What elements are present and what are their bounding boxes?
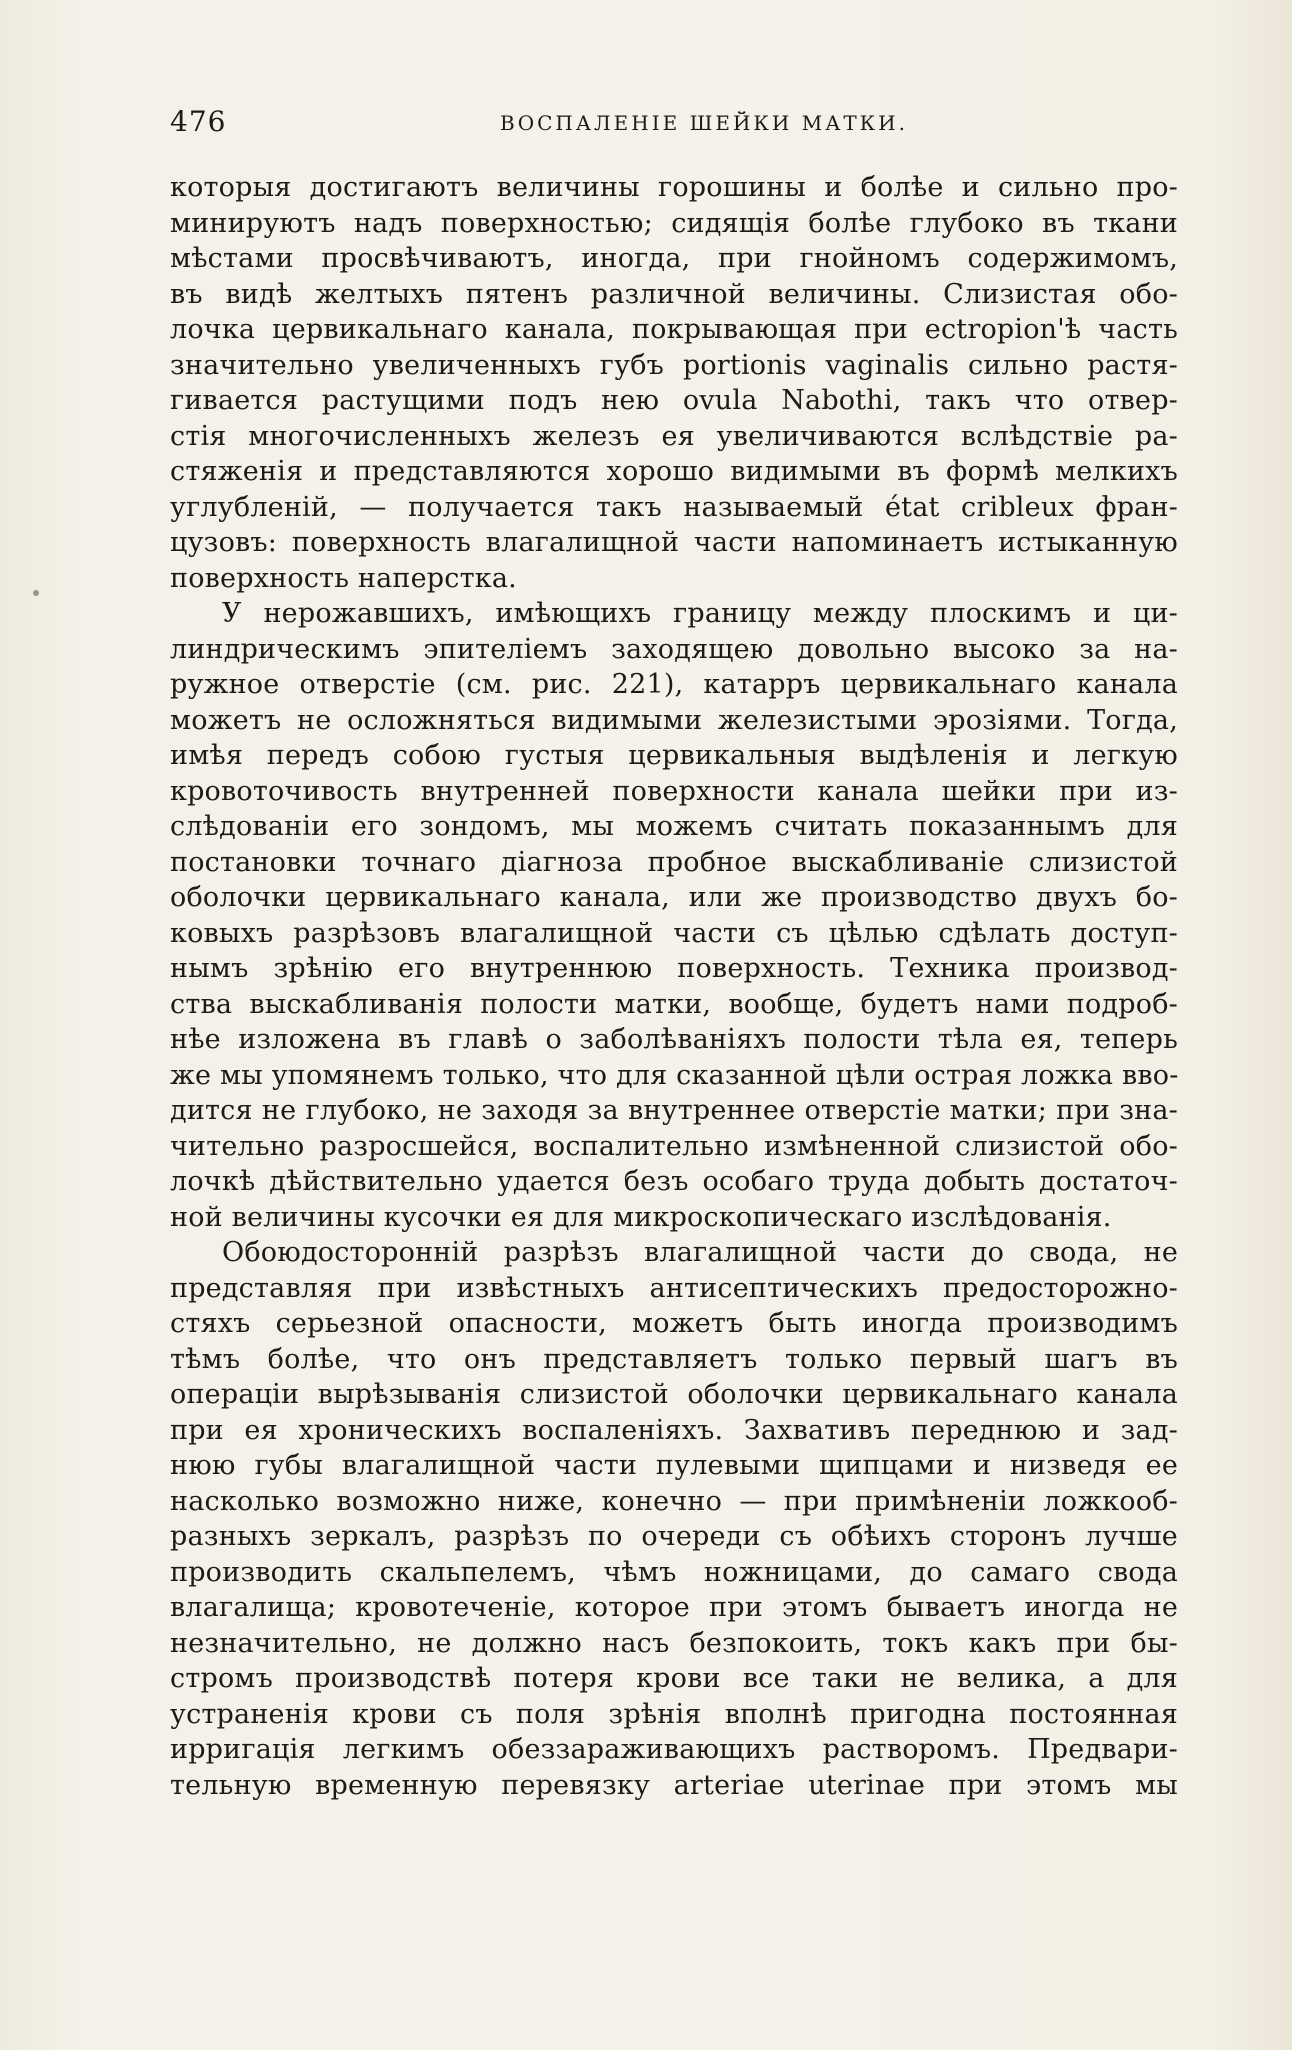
text-line: незначительно, не должно насъ безпокоить, токъ какъ при бы- [170, 1627, 1178, 1659]
text-line: чительно разросшейся, воспалительно измѣненной слизистой обо- [170, 1130, 1178, 1162]
text-line: можетъ не осложняться видимыми железистыми эрозіями. Тогда, [170, 704, 1178, 736]
text-line: ирригація легкимъ обеззараживающихъ растворомъ. Предвари- [170, 1734, 1178, 1765]
body-text [170, 170, 1178, 1803]
text-line: стяженія и представляются хорошо видимыми въ формѣ мелкихъ [170, 456, 1178, 487]
text-line: нымъ зрѣнію его внутреннюю поверхность. Техника производ- [170, 953, 1178, 984]
text-line: линдрическимъ эпителіемъ заходящею довольно высоко за на- [170, 633, 1178, 665]
text-line: имѣя передъ собою густыя цервикальныя выдѣленія и легкую [170, 740, 1178, 771]
paragraph-start: У нерожавшихъ, имѣющихъ границу между плоскимъ и ци- [222, 598, 1178, 629]
text-line: поверхность наперстка. [170, 562, 517, 594]
text-line: нѣе изложена въ главѣ о заболѣваніяхъ полости тѣла ея, теперь [170, 1024, 1178, 1055]
scan-speck [33, 590, 39, 596]
text-line: оболочки цервикальнаго канала, или же производство двухъ бо- [170, 882, 1178, 913]
running-head [170, 105, 1170, 145]
text-line: лочка цервикальнаго канала, покрывающая при ectropion'ѣ часть [170, 314, 1178, 345]
text-line: нюю губы влагалищной части пулевыми щипцами и низведя ее [170, 1450, 1178, 1481]
page-number: 476 [170, 105, 227, 138]
text-line: цузовъ: поверхность влагалищной части напоминаетъ истыканную [170, 527, 1178, 558]
text-line: стромъ производствѣ потеря крови все таки не велика, а для [170, 1663, 1178, 1694]
text-line: слѣдованіи его зондомъ, мы можемъ считать показаннымъ для [170, 811, 1178, 842]
text-line: насколько возможно ниже, конечно — при примѣненіи ложкооб- [170, 1485, 1178, 1517]
running-title: ВОСПАЛЕНІЕ ШЕЙКИ МАТКИ. [500, 111, 908, 135]
text-line: которыя достигаютъ величины горошины и болѣе и сильно про- [170, 172, 1178, 203]
text-line: при ея хроническихъ воспаленіяхъ. Захвативъ переднюю и зад- [170, 1414, 1178, 1446]
text-line: тѣмъ болѣе, что онъ представляетъ только первый шагъ въ [170, 1343, 1178, 1375]
text-line: мѣстами просвѣчиваютъ, иногда, при гнойномъ содержимомъ, [170, 243, 1178, 274]
text-line: представляя при извѣстныхъ антисептическихъ предосторожно- [170, 1272, 1178, 1304]
text-line: лочкѣ дѣйствительно удается безъ особаго труда добыть достаточ- [170, 1166, 1178, 1197]
paragraph-start: Обоюдосторонній разрѣзъ влагалищной части до свода, не [222, 1237, 1178, 1268]
text-line: влагалища; кровотеченіе, которое при этомъ бываетъ иногда не [170, 1592, 1178, 1623]
text-line: въ видѣ желтыхъ пятенъ различной величины. Слизистая обо- [170, 278, 1178, 310]
text-line: углубленій, — получается такъ называемый état criblеux фран- [170, 491, 1178, 523]
text-line: значительно увеличенныхъ губъ portionis vaginalis сильно растя- [170, 349, 1178, 381]
text-line: кровоточивость внутренней поверхности канала шейки при из- [170, 775, 1178, 807]
text-line: же мы упомянемъ только, что для сказанной цѣли острая ложка вво- [170, 1059, 1179, 1091]
text-line: разныхъ зеркалъ, разрѣзъ по очереди съ обѣихъ сторонъ лучше [170, 1521, 1178, 1552]
text-line: устраненія крови съ поля зрѣнія вполнѣ пригодна постоянная [170, 1698, 1178, 1730]
text-line: тельную временную перевязку arteriae uterinae при этомъ мы [170, 1769, 1178, 1801]
text-line: минируютъ надъ поверхностью; сидящія болѣе глубоко въ ткани [170, 207, 1178, 239]
text-line: ной величины кусочки ея для микроскопическаго изслѣдованія. [170, 1201, 1112, 1233]
text-line: производить скальпелемъ, чѣмъ ножницами, до самаго свода [170, 1556, 1178, 1588]
text-line: постановки точнаго діагноза пробное выскабливаніе слизистой [170, 846, 1178, 878]
text-line: ружное отверстіе (см. рис. 221), катарръ цервикальнаго канала [170, 669, 1178, 700]
text-line: операціи вырѣзыванія слизистой оболочки цервикальнаго канала [170, 1379, 1178, 1410]
text-line: ковыхъ разрѣзовъ влагалищной части съ цѣлью сдѣлать доступ- [170, 917, 1178, 949]
text-line: дится не глубоко, не заходя за внутреннее отверстіе матки; при зна- [170, 1095, 1178, 1126]
text-line: стія многочисленныхъ железъ ея увеличиваются вслѣдствіе ра- [170, 420, 1178, 452]
text-line: гивается растущими подъ нею ovula Nabothi, такъ что отвер- [170, 385, 1178, 416]
text-line: ства выскабливанія полости матки, вообще, будетъ нами подроб- [170, 988, 1178, 1020]
text-line: стяхъ серьезной опасности, можетъ быть иногда производимъ [170, 1308, 1178, 1339]
